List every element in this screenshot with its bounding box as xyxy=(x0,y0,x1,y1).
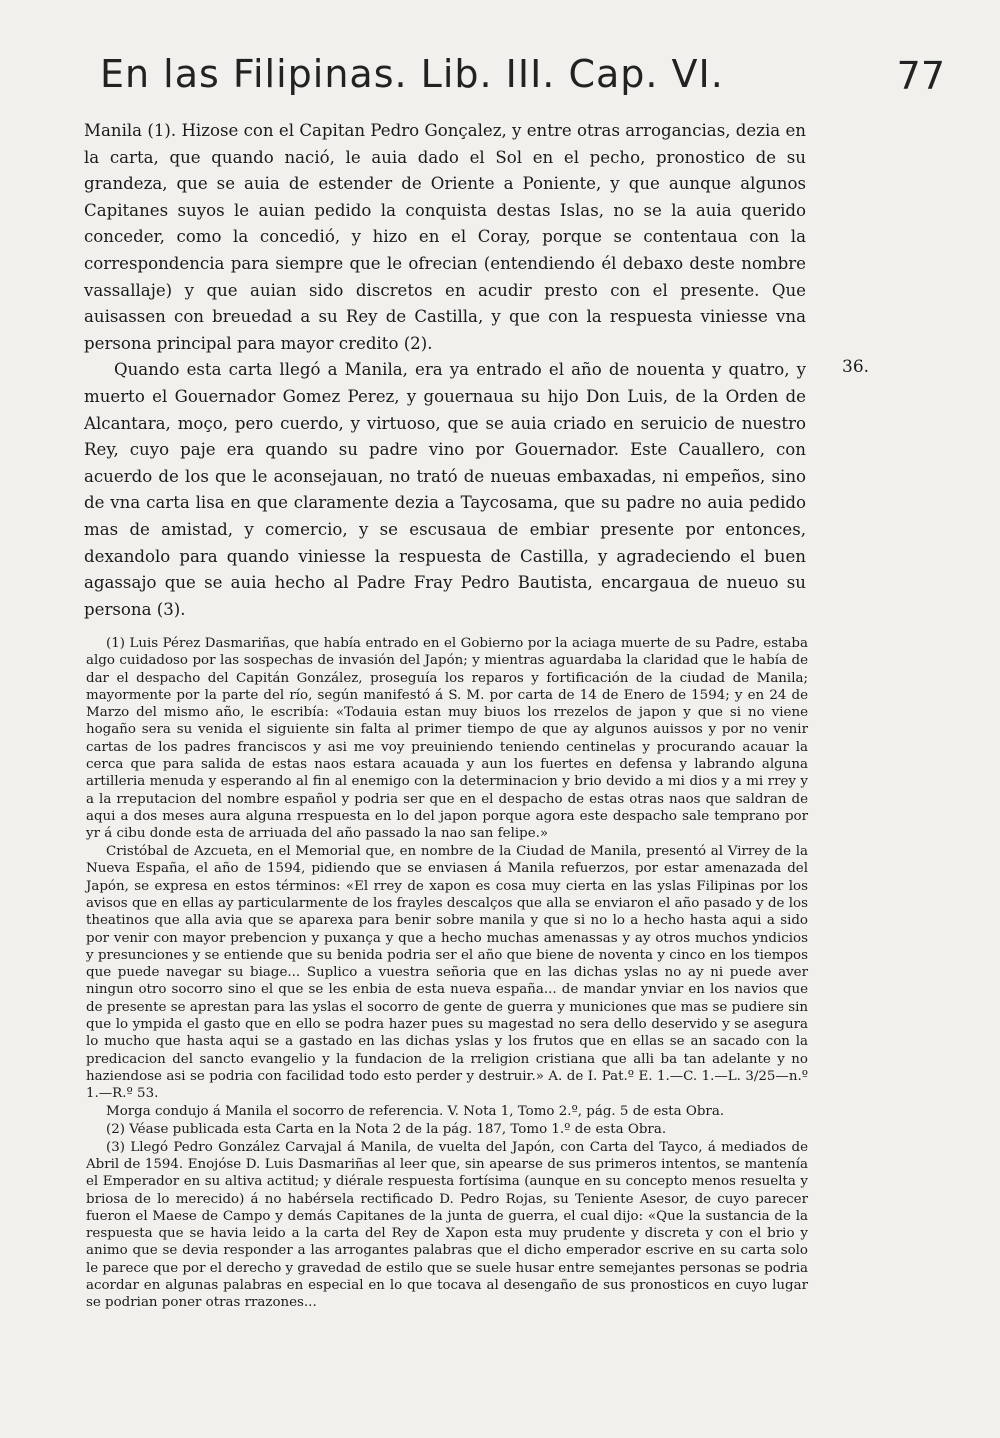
footnote: (3) Llegó Pedro González Carvajal á Manila, de vuelta del Japón, con Carta del Tayco, á mediados de Abril de 1594. Enojóse D. Luis Dasmariñas al leer que, sin apearse de sus primeros intentos, se mantenía el Emperador en su altiva actitud; y diérale respuesta fortísima (aunque en su concepto menos resuelta y briosa de lo merecido) á no habérsela rectificado D. Pedro Rojas, su Teniente Asesor, de cuyo parecer fueron el Maese de Campo y demás Capitanes de la junta de guerra, el cual dijo: «Que la sustancia de la respuesta que se havia leido a la carta del Rey de Xapon esta muy prudente y discreta y con el brio y animo que se devia responder a las arrogantes palabras que el dicho emperador escrive en su carta solo le parece que por el derecho y gravedad de estilo que se suele husar entre semejantes personas se podria acordar en algunas palabras en especial en lo que tocava al desengaño de sus pronosticos en cuyo lugar se podrian poner otras rrazones... xyxy=(86,1139,808,1311)
main-text xyxy=(84,118,806,623)
footnote: Cristóbal de Azcueta, en el Memorial que, en nombre de la Ciudad de Manila, presentó al Virrey de la Nueva España, el año de 1594, pidiendo que se enviasen á Manila refuerzos, por estar amenazada del Japón, se expresa en estos términos: «El rrey de xapon es cosa muy cierta en las yslas Filipinas por los avisos que en ellas ay particularmente de los frayles descalços que alla se enviaron el año pasado y de los theatinos que alla avia que se aparexa para benir sobre manila y que si no lo a hecho hasta aqui a sido por venir con mayor prebencion y puxança y que a hecho muchas amenassas y ay otros muchos yndicios y presunciones y se entiende que su benida podria ser el año que biene de noventa y cinco en los tiempos que puede navegar su biage... Suplico a vuestra señoria que en las dichas yslas no ay ni puede aver ningun otro socorro sino el que se les enbia de esta nueva españa... de mandar ynviar en los navios que de presente se aprestan para las yslas el socorro de gente de guerra y municiones que mas se pudiere sin que lo ympida el gasto que en ello se podra hazer pues su magestad no sera dello deservido y se asegura lo mucho que hasta aqui se a gastado en las dichas yslas y los frutos que en ellas se an sacado con la predicacion del sancto evangelio y la fundacion de la rreligion cristiana que alli ba tan adelante y no haziendose asi se podria con facilidad todo esto perder y destruir.» A. de I. Pat.º E. 1.—C. 1.—L. 3/25—n.º 1.—R.º 53. xyxy=(86,844,808,1102)
page-number: 77 xyxy=(896,54,945,98)
footnote: Morga condujo á Manila el socorro de referencia. V. Nota 1, Tomo 2.º, pág. 5 de esta Obra. xyxy=(106,1104,725,1120)
margin-note: 36. xyxy=(842,357,870,377)
footnote: (1) Luis Pérez Dasmariñas, que había entrado en el Gobierno por la aciaga muerte de su Padre, estaba algo cuidadoso por las sospechas de invasión del Japón; y mientras aguardaba la claridad que le había de dar el despacho del Capitán González, proseguía los reparos y fortificación de la ciudad de Manila; mayormente por la parte del río, según manifestó á S. M. por carta de 14 de Enero de 1594; y en 24 de Marzo del mismo año, le escribía: «Todauia estan muy biuos los rrezelos de japon y que si no viene hogaño sera su venida el siguiente sin falta al primer tiempo de que ay algunos auissos y por no venir cartas de los padres franciscos y asi me voy preuiniendo teniendo centinelas y procurando acauar la cerca que para salida de estas naos estara acauada y aun los fuertes en defensa y labrando alguna artilleria menuda y esperando al fin al enemigo con la determinacion y brio devido a mi dios y a mi rrey y a la rreputacion del nombre español y podria ser que en el despacho de estas otras naos que saldran de aqui a dos meses aura alguna rrespuesta en lo del japon porque agora este despacho sale temprano por yr á cibu donde esta de arriuada del año passado la nao san felipe.» xyxy=(86,636,808,842)
body-paragraph: Quando esta carta llegó a Manila, era ya entrado el año de nouenta y quatro, y muerto el Gouernador Gomez Perez, y gouernaua su hijo Don Luis, de la Orden de Alcantara, moço, pero cuerdo, y virtuoso, que se auia criado en seruicio de nuestro Rey, cuyo paje era quando su padre vino por Gouernador. Este Cauallero, con acuerdo de los que le aconsejauan, no trató de nueuas embaxadas, ni empeños, sino de vna carta lisa en que claramente dezia a Taycosama, que su padre no auia pedido mas de amistad, y comercio, y se escusaua de embiar presente por entonces, dexandolo para quando viniesse la respuesta de Castilla, y agradeciendo el buen agassajo que se auia hecho al Padre Fray Pedro Bautista, encargaua de nueuo su persona (3). xyxy=(84,360,806,619)
running-title: En las Filipinas. Lib. III. Cap. VI. xyxy=(100,52,724,96)
body-paragraph: Manila (1). Hizose con el Capitan Pedro Gonçalez, y entre otras arrogancias, dezia en la carta, que quando nació, le auia dado el Sol en el pecho, pronostico de su grandeza, que se auia de estender de Oriente a Poniente, y que aunque algunos Capitanes suyos le auian pedido la conquista destas Islas, no se la auia querido conceder, como la concedió, y hizo en el Coray, porque se contentaua con la correspondencia para siempre que le ofrecian (entendiendo él debaxo deste nombre vassallaje) y que auian sido discretos en acudir presto con el presente. Que auisassen con breuedad a su Rey de Castilla, y que con la respuesta viniesse vna persona principal para mayor credito (2). xyxy=(84,121,806,353)
footnote: (2) Véase publicada esta Carta en la Nota 2 de la pág. 187, Tomo 1.º de esta Obra. xyxy=(106,1121,667,1137)
running-head xyxy=(100,52,945,112)
footnotes xyxy=(86,635,808,1312)
